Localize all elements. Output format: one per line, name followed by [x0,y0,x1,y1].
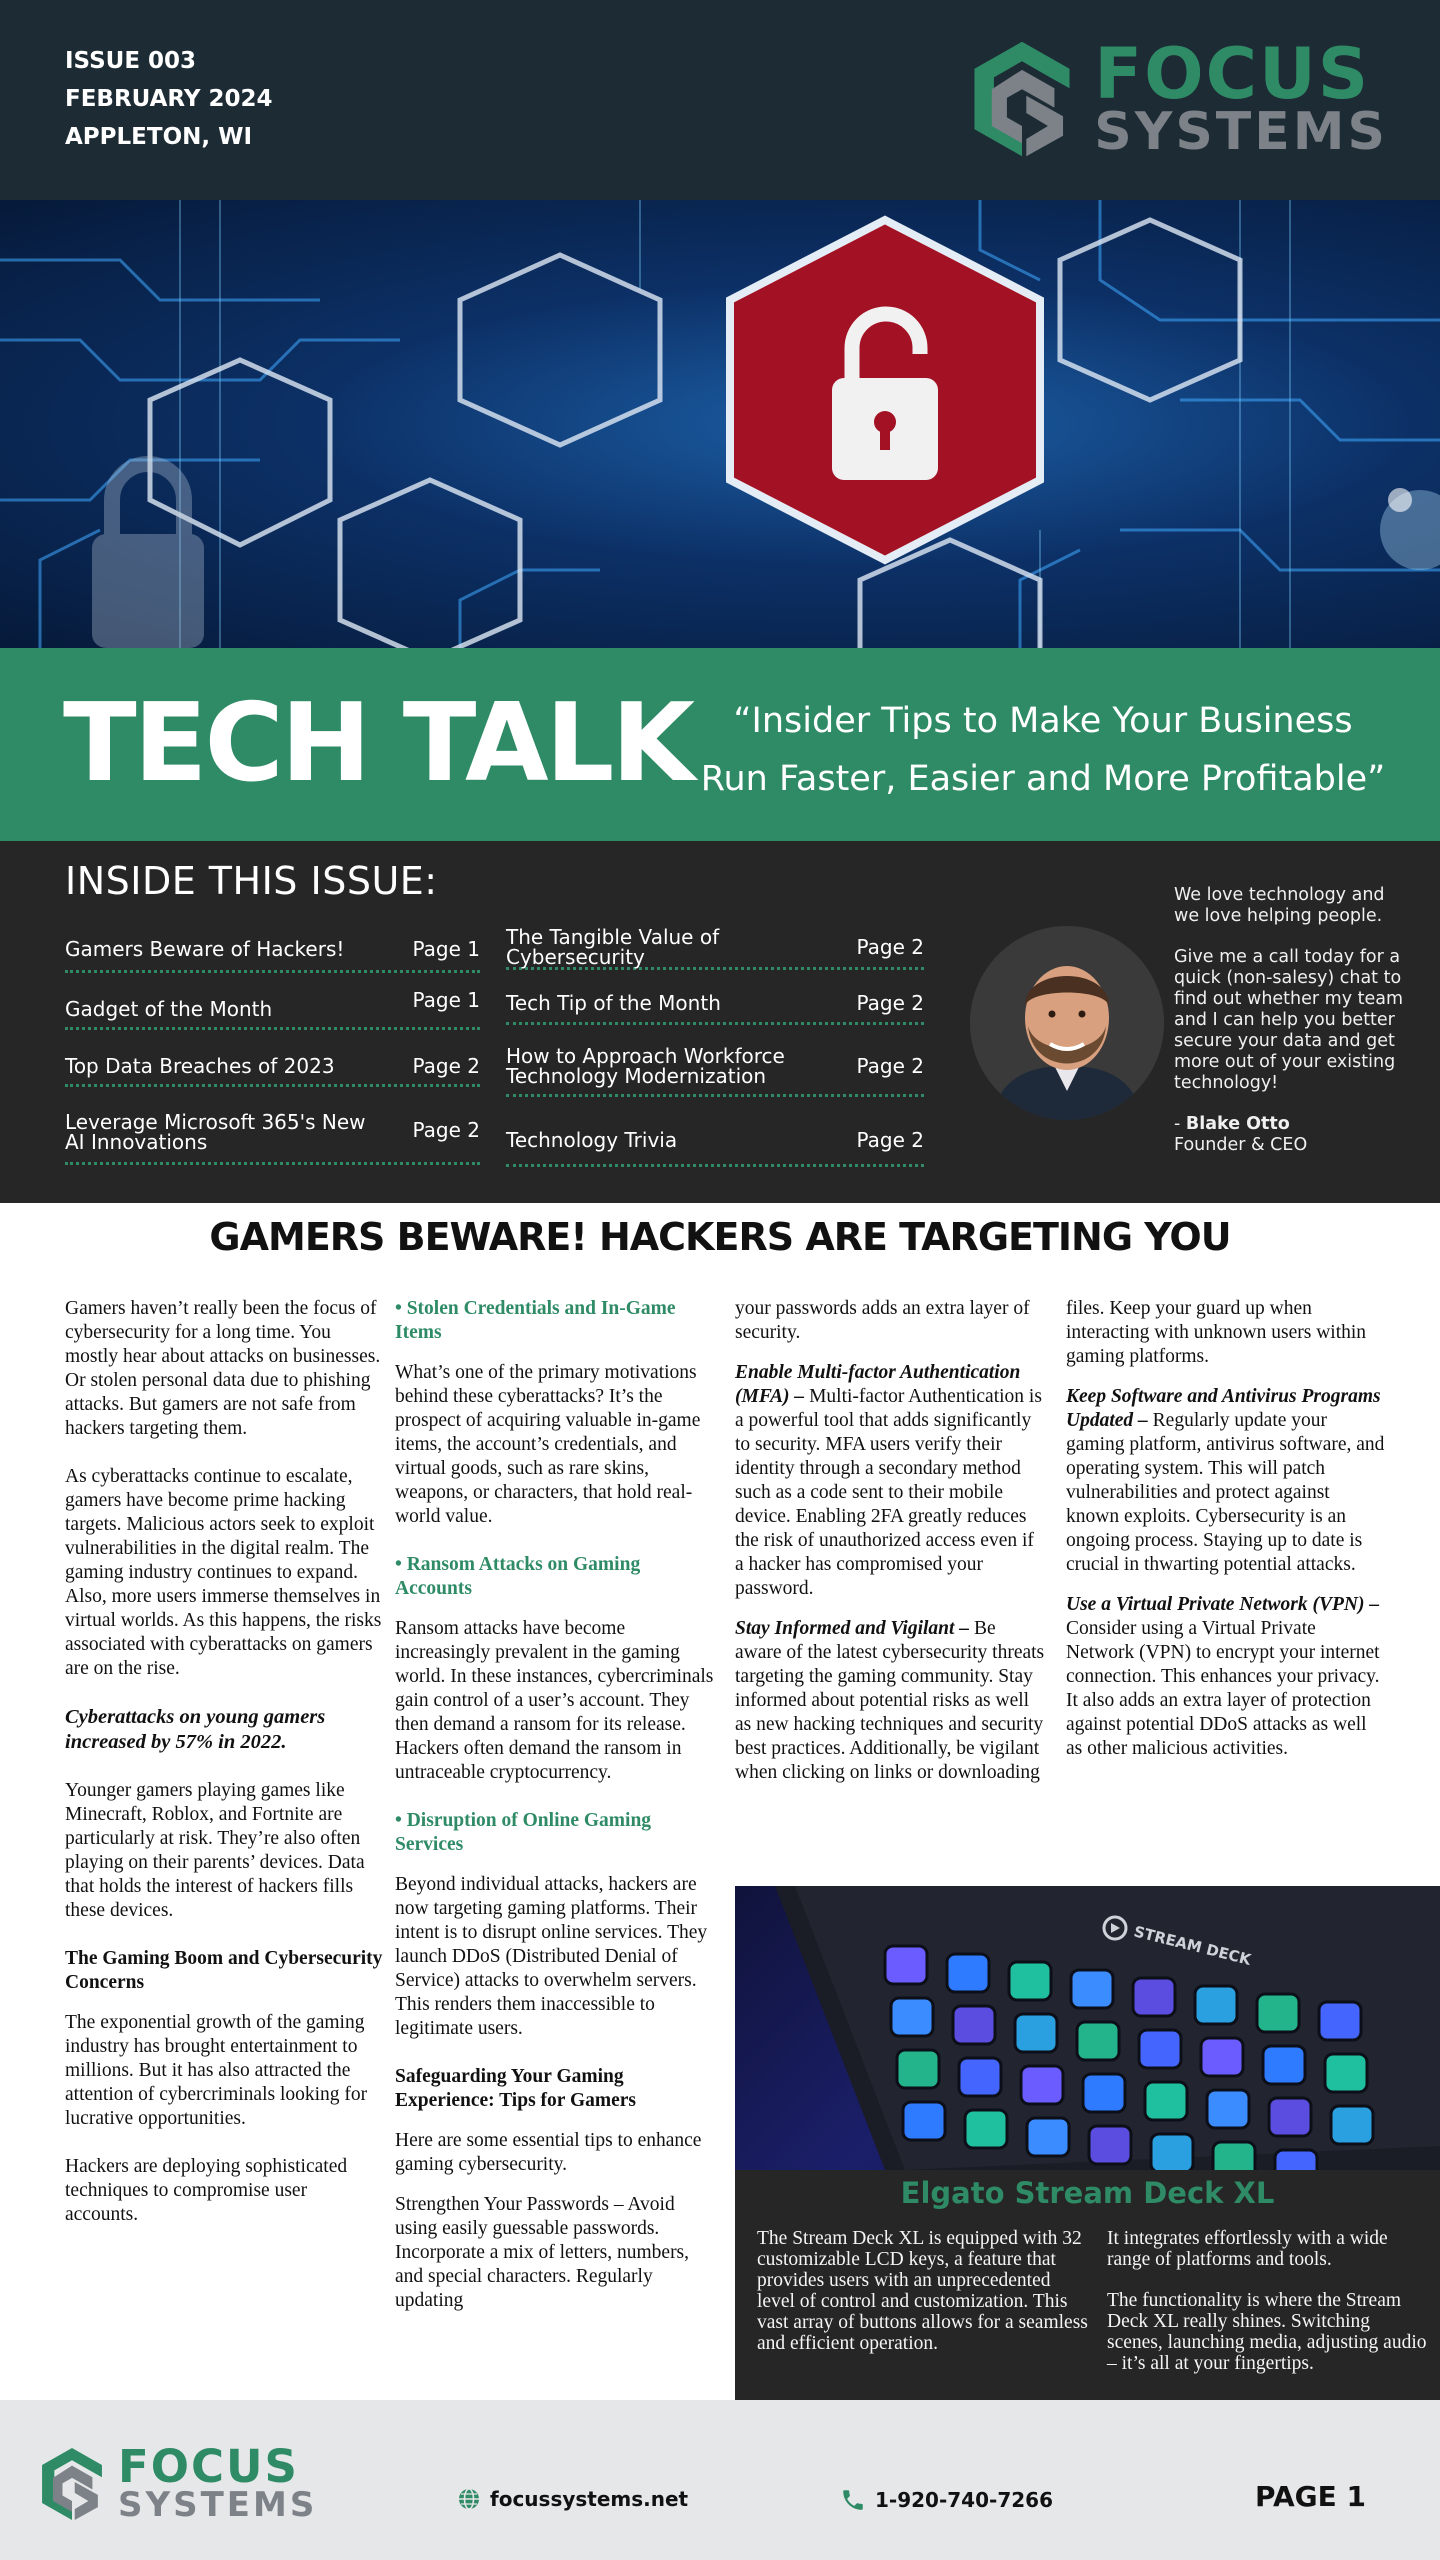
stream-deck-key [1207,2090,1249,2128]
footer-website-link[interactable] [457,2487,688,2511]
article-subheading: • Disruption of Online Gaming Services [395,1810,652,1855]
toc-item-title: Technology Trivia [506,1127,678,1152]
stream-deck-key [1213,2142,1255,2170]
tip-heading: Use a Virtual Private Network (VPN) – [1066,1594,1380,1615]
ceo-avatar [970,926,1164,1120]
article-headline: GAMERS BEWARE! HACKERS ARE TARGETING YOU [209,1215,1231,1259]
article-paragraph: your passwords adds an extra layer of security. [735,1298,1030,1343]
article-paragraph: Strengthen Your Passwords – Avoid using easily guessable passwords. Incorporate a mix of letters, numbers, and special characters. Regularly updating [395,2194,690,2311]
gadget-image [735,1886,1440,2170]
toc-item[interactable] [65,973,480,1030]
gadget-paragraph: The functionality is where the Stream Deck XL really shines. Switching scenes, launching media, adjusting audio – it’s all at your fingertips. [1107,2290,1427,2374]
ceo-note-body: Give me a call today for a quick (non-salesy) chat to find out whether my team and I can help you better secure your data and get more out of your existing technology! [1174,947,1404,1093]
ceo-note-intro: We love technology and we love helping people. [1174,885,1385,926]
article-stat-callout: Cyberattacks on young gamers increased by 57% in 2022. [65,1706,326,1753]
toc-item[interactable] [65,927,480,973]
article-tip [1066,1385,1386,1577]
circuit-padlock-illustration [0,200,1440,648]
toc-item[interactable] [506,1025,924,1097]
stream-deck-device-illustration [735,1886,1440,2170]
stream-deck-key [1139,2030,1181,2068]
brand-name-line1: FOCUS [1094,33,1371,116]
stream-deck-key [897,2050,939,2088]
stream-deck-key [1331,2106,1373,2144]
toc-column-2 [506,927,924,1167]
toc-item-page: Page 1 [412,936,480,961]
tip-heading: Keep Software and Antivirus Programs Updated – [1066,1386,1381,1431]
toc-item[interactable] [506,970,924,1025]
stream-deck-key [1263,2046,1305,2084]
device-brand-label: STREAM DECK [1132,1922,1253,1969]
article-paragraph: Here are some essential tips to enhance gaming cybersecurity. [395,2130,702,2175]
article-subheading: The Gaming Boom and Cybersecurity Concerns [65,1948,383,1993]
footer [0,2400,1440,2560]
brand-logo [968,33,1388,162]
tip-body: Consider using a Virtual Private Network (VPN) to encrypt your internet connection. This enhances your privacy. It also adds an extra layer of protection against potential DDoS attacks as well as other malicious activities. [1066,1618,1380,1759]
issue-number: ISSUE 003 [65,48,197,74]
article-paragraph: Ransom attacks have become increasingly prevalent in the gaming world. In these instances, cybercriminals gain control of a user’s account. They then demand a ransom for its release. Hackers often demand the ransom in untraceable cryptocurrency. [395,1618,714,1783]
toc-item-title: Gadget of the Month [65,997,273,1021]
inside-title: INSIDE THIS ISSUE: [65,859,438,903]
issue-info [65,42,273,156]
stream-deck-key [953,2006,995,2044]
gadget-paragraph: The Stream Deck XL is equipped with 32 customizable LCD keys, a feature that provides users with an unprecedented level of control and customization. This vast array of buttons allows for a seamless and efficient operation. [757,2228,1088,2354]
article-column-1 [65,1297,385,2251]
ceo-note [1174,885,1404,1156]
toc-item-page: Page 2 [412,1118,480,1142]
article-paragraph: As cyberattacks continue to escalate, gamers have become prime hacking targets. Malicious actors seek to exploit vulnerabilities in the digital realm. The gaming industry continues to expand. Also, more users immerse themselves in virtual worlds. As this happens, the risks associated with cyberattacks on gamers are on the rise. [65,1466,382,1679]
tech-talk-band [0,648,1440,841]
gadget-title: Elgato Stream Deck XL [900,2176,1275,2210]
stream-deck-key [1021,2066,1063,2104]
toc-item-title: Tech Tip of the Month [506,991,721,1015]
newsletter-title: TECH TALK [63,681,693,806]
tip-heading: Stay Informed and Vigilant – [735,1618,970,1639]
ceo-signature [1174,1114,1404,1135]
toc-item-title: The Tangible Value of Cybersecurity [506,925,720,969]
gadget-column-1 [757,2228,1092,2374]
footer-phone-link[interactable] [840,2487,1053,2513]
article-column-4 [1066,1297,1386,1785]
article-subheading: Safeguarding Your Gaming Experience: Tips for Gamers [395,2066,637,2111]
stream-deck-key [947,1954,989,1992]
article-paragraph: Hackers are deploying sophisticated techniques to compromise user accounts. [65,2156,348,2225]
toc-item-page: Page 2 [856,991,924,1015]
article-paragraph: The exponential growth of the gaming industry has brought entertainment to millions. But it has also attracted the attention of cybercriminals looking for lucrative opportunities. [65,2012,368,2129]
article-paragraph: What’s one of the primary motivations behind these cyberattacks? It’s the prospect of acquiring valuable in-game items, the account’s credentials, and virtual goods, such as rare skins, weapons, or characters, that hold real-world value. [395,1362,701,1527]
issue-location: APPLETON, WI [65,124,253,150]
newsletter-tagline: “Insider Tips to Make Your Business Run Faster, Easier and More Profitable” [700,701,1386,799]
stream-deck-key [1151,2134,1193,2170]
stream-deck-key [1071,1970,1113,2008]
tip-heading: Enable Multi-factor Authentication (MFA) – [735,1362,1021,1407]
article-subheading: • Stolen Credentials and In-Game Items [395,1298,676,1343]
masthead [0,0,1440,200]
stream-deck-key [1009,1962,1051,2000]
logo-mark-icon [968,39,1076,159]
stream-deck-key [1133,1978,1175,2016]
toc-item-page: Page 1 [412,988,480,1012]
toc-item-page: Page 2 [856,1127,924,1152]
article-subheading: • Ransom Attacks on Gaming Accounts [395,1554,641,1599]
toc-item-page: Page 2 [412,1054,480,1078]
stream-deck-key [965,2110,1007,2148]
stream-deck-key [1269,2098,1311,2136]
stream-deck-key [1195,1986,1237,2024]
toc-item[interactable] [506,927,924,970]
stream-deck-key [1201,2038,1243,2076]
stream-deck-key [1319,2002,1361,2040]
ceo-role: Founder & CEO [1174,1135,1308,1155]
stream-deck-key [1257,1994,1299,2032]
toc-column-1 [65,927,480,1165]
globe-icon [457,2487,481,2511]
gadget-paragraph: It integrates effortlessly with a wide range of platforms and tools. [1107,2228,1388,2270]
tip-body: Multi-factor Authentication is a powerful tool that adds significantly to security. MFA users verify their identity through a secondary method such as a code sent to their mobile device. Enabling 2FA greatly reduces the risk of unauthorized access even if a hacker has compromised your password. [735,1386,1042,1599]
stream-deck-key [1083,2074,1125,2112]
logo-mark-icon [38,2446,106,2522]
inside-this-issue [0,841,1440,1203]
article-tip [1066,1593,1386,1761]
gadget-of-the-month [735,2170,1440,2400]
stream-deck-key [1027,2118,1069,2156]
hero-image [0,200,1440,648]
tip-body: Be aware of the latest cybersecurity threats targeting the gaming community. Stay informed about potential risks as well as new hacking techniques and security best practices. Additionally, be vigilant when clicking on links or downloading [735,1618,1045,1783]
article-paragraph: files. Keep your guard up when interacting with unknown users within gaming platforms. [1066,1298,1367,1367]
tip-body: Regularly update your gaming platform, antivirus software, and operating system. This will patch vulnerabilities and protect against known exploits. Cybersecurity is an ongoing process. Staying up to date is crucial in thwarting potential attacks. [1066,1410,1385,1575]
footer-brand-line1: FOCUS [118,2440,299,2494]
phone-icon [840,2487,866,2513]
toc-item-title: Leverage Microsoft 365's New AI Innovations [65,1110,366,1154]
toc-item-page: Page 2 [856,935,924,959]
toc-item[interactable] [65,1030,480,1087]
ceo-name: Blake Otto [1185,1114,1290,1134]
stream-deck-key [1325,2054,1367,2092]
footer-brand-line2: SYSTEMS [118,2485,318,2526]
footer-website: focussystems.net [490,2487,689,2511]
toc-item-title: How to Approach Workforce Technology Modernization [506,1043,785,1088]
article-tip [735,1361,1045,1601]
issue-date: FEBRUARY 2024 [65,86,273,112]
toc-item-title: Top Data Breaches of 2023 [65,1054,335,1078]
article-column-3 [735,1297,1045,1809]
signature-dash: - [1174,1114,1186,1134]
toc-item[interactable] [65,1087,480,1165]
gadget-column-2 [1107,2228,1427,2394]
article-tip [735,1617,1045,1785]
stream-deck-key [959,2058,1001,2096]
stream-deck-key [903,2102,945,2140]
stream-deck-key [1015,2014,1057,2052]
stream-deck-key [1145,2082,1187,2120]
stream-deck-key [1275,2150,1317,2170]
article-paragraph: Younger gamers playing games like Minecraft, Roblox, and Fortnite are particularly at risk. They’re also often playing on their parents’ devices. Data that holds the interest of hackers fills these devices. [65,1780,365,1921]
stream-deck-key [1089,2126,1131,2164]
toc-item-page: Page 2 [856,1053,924,1078]
page-number: PAGE 1 [1255,2480,1366,2513]
article-paragraph: Beyond individual attacks, hackers are now targeting gaming platforms. Their intent is to disrupt online services. They launch DDoS (Distributed Denial of Service) attacks to overwhelm servers. This renders them inaccessible to legitimate users. [395,1874,708,2039]
person-portrait-icon [970,926,1164,1120]
article-paragraph: Gamers haven’t really been the focus of cybersecurity for a long time. You mostly hear about attacks on businesses. Or stolen personal data due to phishing attacks. But gamers are not safe from hackers targeting them. [65,1298,381,1439]
stream-deck-key [891,1998,933,2036]
brand-name-line2: SYSTEMS [1094,101,1388,162]
toc-item-title: Gamers Beware of Hackers! [65,936,345,961]
footer-phone: 1-920-740-7266 [875,2488,1053,2512]
footer-brand-logo [38,2440,318,2526]
toc-item[interactable] [506,1097,924,1167]
article-column-2 [395,1297,715,2337]
stream-deck-key [1077,2022,1119,2060]
stream-deck-key [885,1946,927,1984]
